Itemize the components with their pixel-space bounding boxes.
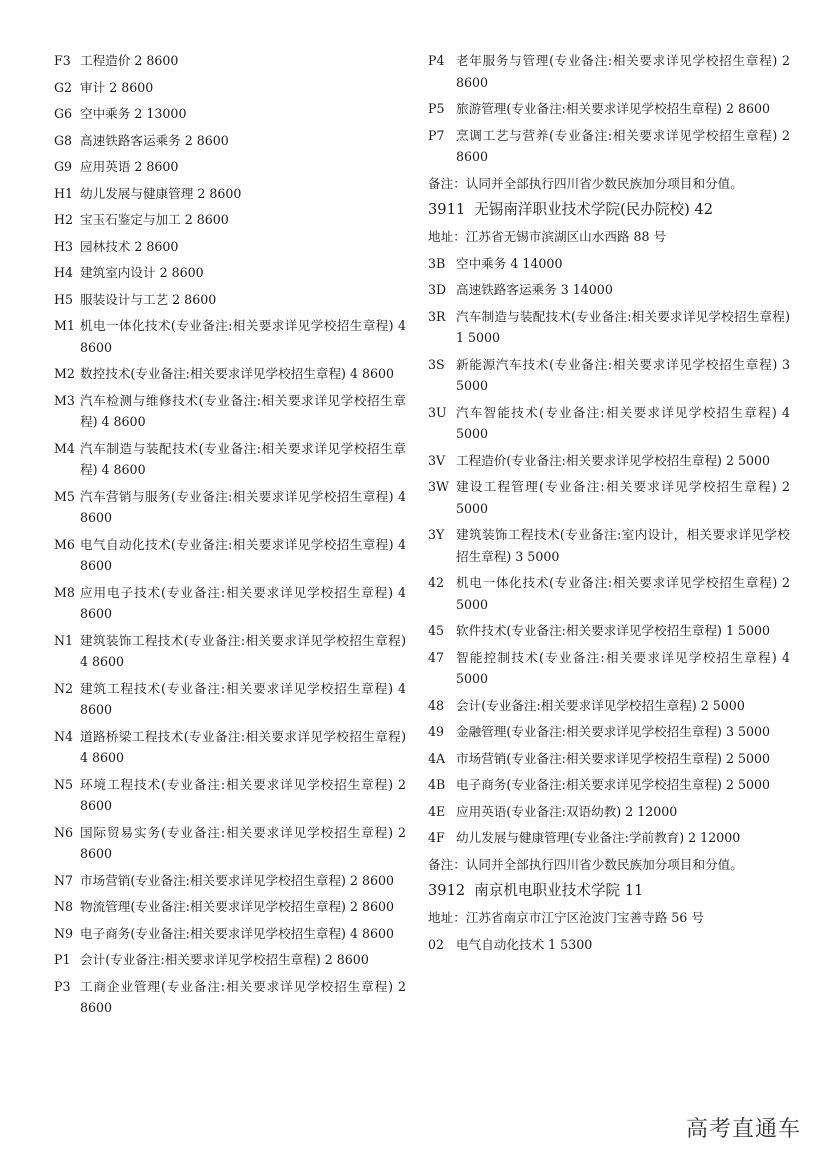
major-code: P5 [428, 101, 445, 116]
major-text: 电子商务(专业备注:相关要求详见学校招生章程) 4 8600 [80, 925, 395, 941]
major-text: 电气自动化技术(专业备注:相关要求详见学校招生章程) 4 8600 [80, 536, 406, 573]
list-item [54, 390, 406, 433]
major-code: 3Y [428, 527, 445, 542]
major-text: 软件技术(专业备注:相关要求详见学校招生章程) 1 5000 [456, 623, 771, 638]
list-item [54, 923, 406, 945]
list-item [54, 774, 406, 817]
list-item [428, 279, 790, 301]
major-text: 高速铁路客运乘务 2 8600 [80, 132, 229, 148]
major-code: G9 [54, 159, 73, 174]
school-address: 地址：江苏省南京市江宁区沧波门宝善寺路 56 号 [428, 910, 704, 925]
list-item [54, 726, 406, 769]
major-code: M2 [54, 366, 75, 381]
major-code: 4A [428, 750, 446, 766]
major-code: 3D [428, 282, 447, 297]
major-text: 旅游管理(专业备注:相关要求详见学校招生章程) 2 8600 [456, 101, 771, 116]
major-code: M8 [54, 584, 75, 600]
major-text: 审计 2 8600 [80, 79, 154, 95]
major-text: 汽车营销与服务(专业备注:相关要求详见学校招生章程) 4 8600 [80, 488, 406, 525]
major-code: 3W [428, 479, 449, 494]
list-item [428, 253, 790, 275]
major-text: 机电一体化技术(专业备注:相关要求详见学校招生章程) 2 5000 [456, 575, 790, 612]
major-code: P3 [54, 978, 71, 994]
major-text: 汽车检测与维修技术(专业备注:相关要求详见学校招生章程) 4 8600 [80, 392, 406, 429]
list-item [428, 98, 790, 120]
list-item [428, 695, 790, 717]
list-item [428, 450, 790, 472]
major-code: M3 [54, 392, 75, 408]
major-text: 数控技术(专业备注:相关要求详见学校招生章程) 4 8600 [80, 366, 395, 381]
major-text: 建筑装饰工程技术(专业备注:室内设计，相关要求详见学校招生章程) 3 5000 [456, 527, 790, 564]
list-item [54, 209, 406, 231]
major-code: H5 [54, 291, 73, 307]
left-column [54, 50, 406, 1024]
school-heading [428, 199, 790, 221]
major-code: 47 [428, 649, 445, 665]
major-text: 汽车制造与装配技术(专业备注:相关要求详见学校招生章程) 4 8600 [80, 440, 406, 477]
school-code: 3911 [428, 201, 466, 218]
list-item [428, 524, 790, 567]
school-address: 地址：江苏省无锡市滨湖区山水西路 88 号 [428, 229, 667, 244]
major-text: 工程造价 2 8600 [80, 53, 179, 68]
major-code: N1 [54, 632, 74, 648]
major-code: F3 [54, 53, 71, 68]
list-item [54, 315, 406, 358]
major-text: 高速铁路客运乘务 3 14000 [456, 282, 613, 297]
list-item [428, 748, 790, 770]
major-code: 3U [428, 404, 447, 420]
school-heading [428, 880, 790, 902]
major-text: 会计(专业备注:相关要求详见学校招生章程) 2 5000 [456, 697, 745, 713]
list-item [428, 572, 790, 615]
list-item [428, 934, 790, 956]
major-text: 空中乘务 2 13000 [80, 106, 187, 121]
major-text: 智能控制技术(专业备注:相关要求详见学校招生章程) 4 5000 [456, 649, 790, 686]
major-code: H2 [54, 212, 73, 227]
major-text: 环境工程技术(专业备注:相关要求详见学校招生章程) 2 8600 [80, 776, 406, 813]
list-item [54, 156, 406, 178]
list-item [54, 50, 406, 72]
list-item [54, 438, 406, 481]
major-code: M5 [54, 488, 75, 504]
list-item [428, 721, 790, 743]
list-item [54, 130, 406, 152]
list-item [54, 678, 406, 721]
major-text: 会计(专业备注:相关要求详见学校招生章程) 2 8600 [80, 952, 369, 967]
major-text: 幼儿发展与健康管理 2 8600 [80, 185, 242, 201]
major-code: G2 [54, 79, 73, 95]
major-text: 道路桥梁工程技术(专业备注:相关要求详见学校招生章程) 4 8600 [80, 728, 406, 765]
remark-note: 备注：认同并全部执行四川省少数民族加分项目和分值。 [428, 856, 743, 872]
list-item [54, 77, 406, 99]
list-item [54, 262, 406, 284]
remark-note: 备注：认同并全部执行四川省少数民族加分项目和分值。 [428, 175, 743, 191]
list-item [428, 402, 790, 445]
major-code: G8 [54, 132, 73, 148]
major-code: N8 [54, 899, 74, 914]
major-code: 4B [428, 777, 446, 792]
major-text: 机电一体化技术(专业备注:相关要求详见学校招生章程) 4 8600 [80, 318, 406, 355]
major-code: M4 [54, 440, 75, 456]
major-text: 建设工程管理(专业备注:相关要求详见学校招生章程) 2 5000 [456, 479, 790, 516]
major-code: P1 [54, 952, 71, 967]
major-text: 工商企业管理(专业备注:相关要求详见学校招生章程) 2 8600 [80, 978, 406, 1015]
list-item [54, 870, 406, 892]
list-item [428, 801, 790, 823]
major-code: M1 [54, 318, 75, 333]
major-code: N6 [54, 824, 74, 840]
list-item [428, 306, 790, 349]
major-code: 3V [428, 452, 446, 468]
major-text: 服装设计与工艺 2 8600 [80, 291, 217, 307]
major-text: 物流管理(专业备注:相关要求详见学校招生章程) 2 8600 [80, 899, 395, 914]
list-item [54, 103, 406, 125]
major-code: G6 [54, 106, 73, 121]
major-code: H1 [54, 185, 73, 201]
major-code: H3 [54, 238, 73, 254]
list-item [54, 289, 406, 311]
list-item [428, 476, 790, 519]
major-text: 烹调工艺与营养(专业备注:相关要求详见学校招生章程) 2 8600 [456, 127, 790, 164]
major-code: N5 [54, 776, 74, 792]
major-text: 汽车智能技术(专业备注:相关要求详见学校招生章程) 4 5000 [456, 404, 790, 441]
list-item [54, 822, 406, 865]
major-text: 电气自动化技术 1 5300 [456, 936, 593, 952]
major-text: 老年服务与管理(专业备注:相关要求详见学校招生章程) 2 8600 [456, 53, 790, 90]
list-item [428, 827, 790, 849]
major-text: 金融管理(专业备注:相关要求详见学校招生章程) 3 5000 [456, 724, 771, 739]
list-item [54, 486, 406, 529]
list-item [54, 582, 406, 625]
major-text: 新能源汽车技术(专业备注:相关要求详见学校招生章程) 3 5000 [456, 356, 790, 393]
major-code: P4 [428, 53, 445, 68]
list-item [428, 620, 790, 642]
major-code: 48 [428, 697, 445, 713]
major-code: 49 [428, 724, 445, 739]
school-name: 南京机电职业技术学院 11 [474, 882, 644, 899]
major-code: 42 [428, 575, 445, 590]
major-code: 4F [428, 830, 445, 845]
major-text: 宝玉石鉴定与加工 2 8600 [80, 212, 229, 227]
list-item [428, 774, 790, 796]
school-code: 3912 [428, 882, 466, 899]
major-code: 3R [428, 308, 446, 324]
major-code: N4 [54, 728, 74, 744]
major-text: 应用英语(专业备注:双语幼教) 2 12000 [456, 803, 678, 819]
major-text: 空中乘务 4 14000 [456, 255, 563, 271]
list-item [54, 896, 406, 918]
list-item [428, 50, 790, 93]
list-item [428, 125, 790, 168]
major-text: 汽车制造与装配技术(专业备注:相关要求详见学校招生章程) 1 5000 [456, 308, 790, 345]
major-code: N7 [54, 872, 74, 888]
major-code: P7 [428, 127, 445, 143]
major-text: 电子商务(专业备注:相关要求详见学校招生章程) 2 5000 [456, 777, 771, 792]
major-code: 4E [428, 803, 446, 819]
list-item [54, 976, 406, 1019]
major-code: M6 [54, 536, 75, 552]
major-text: 幼儿发展与健康管理(专业备注:学前教育) 2 12000 [456, 830, 741, 845]
list-item [428, 354, 790, 397]
list-item [428, 647, 790, 690]
list-item [54, 630, 406, 673]
major-code: 02 [428, 936, 445, 952]
list-item [54, 363, 406, 385]
list-item [54, 183, 406, 205]
major-code: H4 [54, 265, 73, 280]
major-text: 市场营销(专业备注:相关要求详见学校招生章程) 2 8600 [80, 872, 395, 888]
major-code: N9 [54, 925, 74, 941]
major-text: 应用电子技术(专业备注:相关要求详见学校招生章程) 4 8600 [80, 584, 406, 621]
major-text: 建筑工程技术(专业备注:相关要求详见学校招生章程) 4 8600 [80, 680, 406, 717]
list-item [54, 534, 406, 577]
major-text: 应用英语 2 8600 [80, 159, 179, 174]
school-name: 无锡南洋职业技术学院(民办院校) 42 [474, 201, 714, 218]
major-code: 3S [428, 356, 445, 372]
list-item [54, 949, 406, 971]
major-text: 国际贸易实务(专业备注:相关要求详见学校招生章程) 2 8600 [80, 824, 406, 861]
right-column [428, 50, 790, 960]
major-text: 建筑室内设计 2 8600 [80, 265, 204, 280]
major-text: 建筑装饰工程技术(专业备注:相关要求详见学校招生章程) 4 8600 [80, 632, 406, 669]
major-text: 工程造价(专业备注:相关要求详见学校招生章程) 2 5000 [456, 452, 771, 468]
major-text: 园林技术 2 8600 [80, 238, 179, 254]
major-code: N2 [54, 680, 74, 696]
major-text: 市场营销(专业备注:相关要求详见学校招生章程) 2 5000 [456, 750, 771, 766]
watermark: 高考直通车 [685, 1117, 801, 1142]
major-code: 45 [428, 623, 445, 638]
list-item [54, 236, 406, 258]
major-code: 3B [428, 255, 446, 271]
